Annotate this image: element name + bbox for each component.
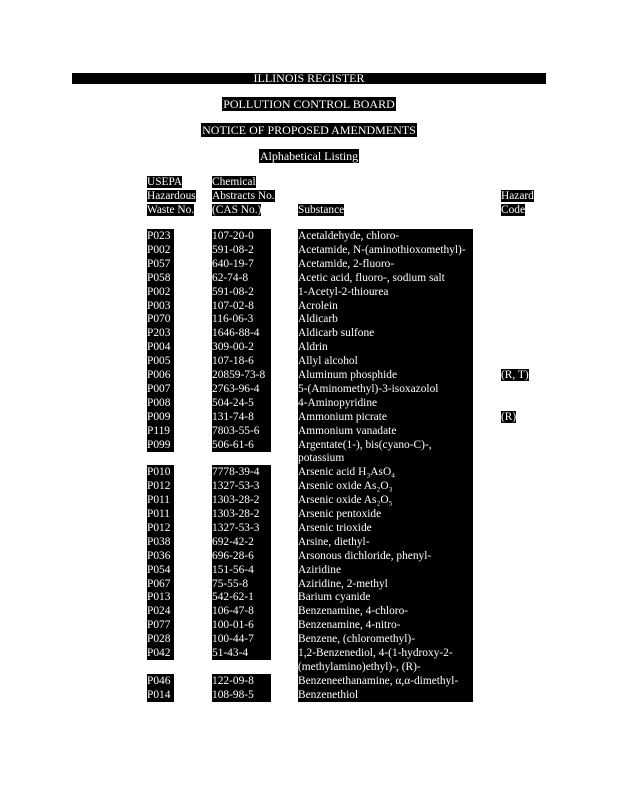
waste-code: P067 xyxy=(147,577,174,591)
table-row xyxy=(0,396,618,410)
substance-name: Benzenethiol xyxy=(298,688,473,702)
listing-subtitle: Alphabetical Listing xyxy=(259,149,359,163)
cas-number: 640-19-7 xyxy=(212,257,271,271)
cas-number: 696-28-6 xyxy=(212,549,271,563)
table-row xyxy=(0,688,618,702)
table-row xyxy=(0,368,618,382)
table-row xyxy=(0,243,618,257)
waste-code: P024 xyxy=(147,604,174,618)
waste-code: P008 xyxy=(147,396,174,410)
table-row xyxy=(0,563,618,577)
cas-number: 107-20-0 xyxy=(212,229,271,243)
table-row xyxy=(0,312,618,326)
table-row xyxy=(0,479,618,493)
waste-code: P028 xyxy=(147,632,174,646)
substance-name: Benzenamine, 4-nitro- xyxy=(298,618,473,632)
substance-name: 1,2-Benzenediol, 4-(1-hydroxy-2- xyxy=(298,646,473,660)
header-code-line: Hazardous xyxy=(147,190,196,202)
header-hazard-line: Hazard xyxy=(501,190,534,202)
cas-number: 7778-39-4 xyxy=(212,465,271,479)
table-row xyxy=(0,326,618,340)
cas-number: 106-47-8 xyxy=(212,604,271,618)
table-row xyxy=(0,424,618,438)
waste-code: P011 xyxy=(147,507,174,521)
cas-number: 1646-88-4 xyxy=(212,326,271,340)
substance-name: Benzene, (chloromethyl)- xyxy=(298,632,473,646)
cas-number: 7803-55-6 xyxy=(212,424,271,438)
substance-name: Acrolein xyxy=(298,299,473,313)
header-code xyxy=(147,175,196,217)
substance-name: Aldicarb sulfone xyxy=(298,326,473,340)
substance-name: Ammonium vanadate xyxy=(298,424,473,438)
substance-name: 4-Aminopyridine xyxy=(298,396,473,410)
header-hazard xyxy=(501,189,534,217)
substance-name: Ammonium picrate xyxy=(298,410,473,424)
substance-name: Barium cyanide xyxy=(298,590,473,604)
substance-name: Acetamide, 2-fluoro- xyxy=(298,257,473,271)
substance-name: Arsenic acid H₃AsO₄ xyxy=(298,465,473,479)
substance-name-continued: potassium xyxy=(298,451,473,465)
table-row xyxy=(0,257,618,271)
header-cas-line: Chemical xyxy=(212,176,256,188)
cas-number: 692-42-2 xyxy=(212,535,271,549)
cas-number: 62-74-8 xyxy=(212,271,271,285)
waste-code: P038 xyxy=(147,535,174,549)
waste-code: P046 xyxy=(147,674,174,688)
cas-number: 51-43-4 xyxy=(212,646,271,660)
substance-name: 1-Acetyl-2-thiourea xyxy=(298,285,473,299)
substance-name: Benzenamine, 4-chloro- xyxy=(298,604,473,618)
cas-number: 116-06-3 xyxy=(212,312,271,326)
table-row xyxy=(0,646,618,660)
cas-number: 100-01-6 xyxy=(212,618,271,632)
cas-number: 75-55-8 xyxy=(212,577,271,591)
cas-number: 309-00-2 xyxy=(212,340,271,354)
cas-number: 151-56-4 xyxy=(212,563,271,577)
table-row xyxy=(0,632,618,646)
table-row xyxy=(0,285,618,299)
table-row xyxy=(0,465,618,479)
waste-code: P014 xyxy=(147,688,174,702)
header-cas-line: Abstracts No. xyxy=(212,190,275,202)
substance-name: Acetamide, N-(aminothioxomethyl)- xyxy=(298,243,473,257)
cas-number: 542-62-1 xyxy=(212,590,271,604)
substance-name: Aziridine, 2-methyl xyxy=(298,577,473,591)
table-row xyxy=(0,590,618,604)
table-row xyxy=(0,521,618,535)
waste-code: P099 xyxy=(147,438,174,452)
waste-code: P203 xyxy=(147,326,174,340)
table-row xyxy=(0,340,618,354)
notice-title: NOTICE OF PROPOSED AMENDMENTS xyxy=(202,123,416,137)
waste-code: P042 xyxy=(147,646,174,660)
cas-number: 108-98-5 xyxy=(212,688,271,702)
cas-number: 122-09-8 xyxy=(212,674,271,688)
cas-number: 131-74-8 xyxy=(212,410,271,424)
table-row xyxy=(0,674,618,688)
cas-number: 100-44-7 xyxy=(212,632,271,646)
table-row xyxy=(0,271,618,285)
table-row xyxy=(0,410,618,424)
substance-name: Aldicarb xyxy=(298,312,473,326)
cas-number: 1327-53-3 xyxy=(212,479,271,493)
header-hazard-line: Code xyxy=(501,204,526,216)
waste-code: P012 xyxy=(147,521,174,535)
substance-name: Arsenic oxide As₂O₃ xyxy=(298,479,473,493)
waste-code: P010 xyxy=(147,465,174,479)
header-substance xyxy=(298,203,344,217)
waste-code: P005 xyxy=(147,354,174,368)
table-row xyxy=(0,354,618,368)
table-row xyxy=(0,549,618,563)
waste-code: P004 xyxy=(147,340,174,354)
waste-code: P002 xyxy=(147,285,174,299)
table-row xyxy=(0,507,618,521)
waste-code: P077 xyxy=(147,618,174,632)
table-row xyxy=(0,299,618,313)
substance-name: Arsenic trioxide xyxy=(298,521,473,535)
waste-code: P012 xyxy=(147,479,174,493)
board-name: POLLUTION CONTROL BOARD xyxy=(223,97,395,111)
waste-code: P009 xyxy=(147,410,174,424)
waste-code: P119 xyxy=(147,424,174,438)
hazard-code-text: (R, T) xyxy=(501,369,529,381)
substance-name: Benzeneethanamine, α,α-dimethyl- xyxy=(298,674,473,688)
substance-name: Aluminum phosphide xyxy=(298,368,473,382)
substance-name: Aldrin xyxy=(298,340,473,354)
register-title: ILLINOIS REGISTER xyxy=(253,71,365,85)
hazard-code xyxy=(501,410,531,424)
table-row xyxy=(0,382,618,396)
cas-number: 504-24-5 xyxy=(212,396,271,410)
waste-code: P006 xyxy=(147,368,174,382)
waste-code: P003 xyxy=(147,299,174,313)
substance-name: Allyl alcohol xyxy=(298,354,473,368)
substance-name: Arsine, diethyl- xyxy=(298,535,473,549)
waste-code: P011 xyxy=(147,493,174,507)
header-cas xyxy=(212,175,275,217)
substance-name: Argentate(1-), bis(cyano-C)-, xyxy=(298,438,473,452)
waste-code: P023 xyxy=(147,229,174,243)
substance-name: Acetic acid, fluoro-, sodium salt xyxy=(298,271,473,285)
substance-name: Arsenic pentoxide xyxy=(298,507,473,521)
cas-number: 1303-28-2 xyxy=(212,507,271,521)
waste-code: P058 xyxy=(147,271,174,285)
substance-name-continued: (methylamino)ethyl)-, (R)- xyxy=(298,660,473,674)
waste-code: P036 xyxy=(147,549,174,563)
substance-name: Acetaldehyde, chloro- xyxy=(298,229,473,243)
substance-name: Arsenic oxide As₂O₅ xyxy=(298,493,473,507)
substance-name: 5-(Aminomethyl)-3-isoxazolol xyxy=(298,382,473,396)
waste-code: P070 xyxy=(147,312,174,326)
table-row xyxy=(0,604,618,618)
table-row xyxy=(0,618,618,632)
cas-number: 20859-73-8 xyxy=(212,368,271,382)
cas-number: 1303-28-2 xyxy=(212,493,271,507)
table-row xyxy=(0,438,618,452)
waste-code: P007 xyxy=(147,382,174,396)
hazard-code-text: (R) xyxy=(501,410,517,423)
waste-code: P013 xyxy=(147,590,174,604)
substance-name: Arsonous dichloride, phenyl- xyxy=(298,549,473,563)
header-code-line: USEPA xyxy=(147,176,183,188)
waste-code: P002 xyxy=(147,243,174,257)
table-row xyxy=(0,535,618,549)
cas-number: 591-08-2 xyxy=(212,243,271,257)
table-row xyxy=(0,229,618,243)
waste-code: P054 xyxy=(147,563,174,577)
table-row xyxy=(0,577,618,591)
waste-code: P057 xyxy=(147,257,174,271)
cas-number: 591-08-2 xyxy=(212,285,271,299)
header-cas-line: (CAS No.) xyxy=(212,204,262,216)
hazard-code xyxy=(501,368,531,382)
cas-number: 1327-53-3 xyxy=(212,521,271,535)
header-code-line: Waste No. xyxy=(147,204,195,216)
cas-number: 107-18-6 xyxy=(212,354,271,368)
cas-number: 2763-96-4 xyxy=(212,382,271,396)
substance-name: Aziridine xyxy=(298,563,473,577)
cas-number: 107-02-8 xyxy=(212,299,271,313)
header-substance-line: Substance xyxy=(298,204,345,216)
table-row xyxy=(0,493,618,507)
cas-number: 506-61-6 xyxy=(212,438,271,452)
